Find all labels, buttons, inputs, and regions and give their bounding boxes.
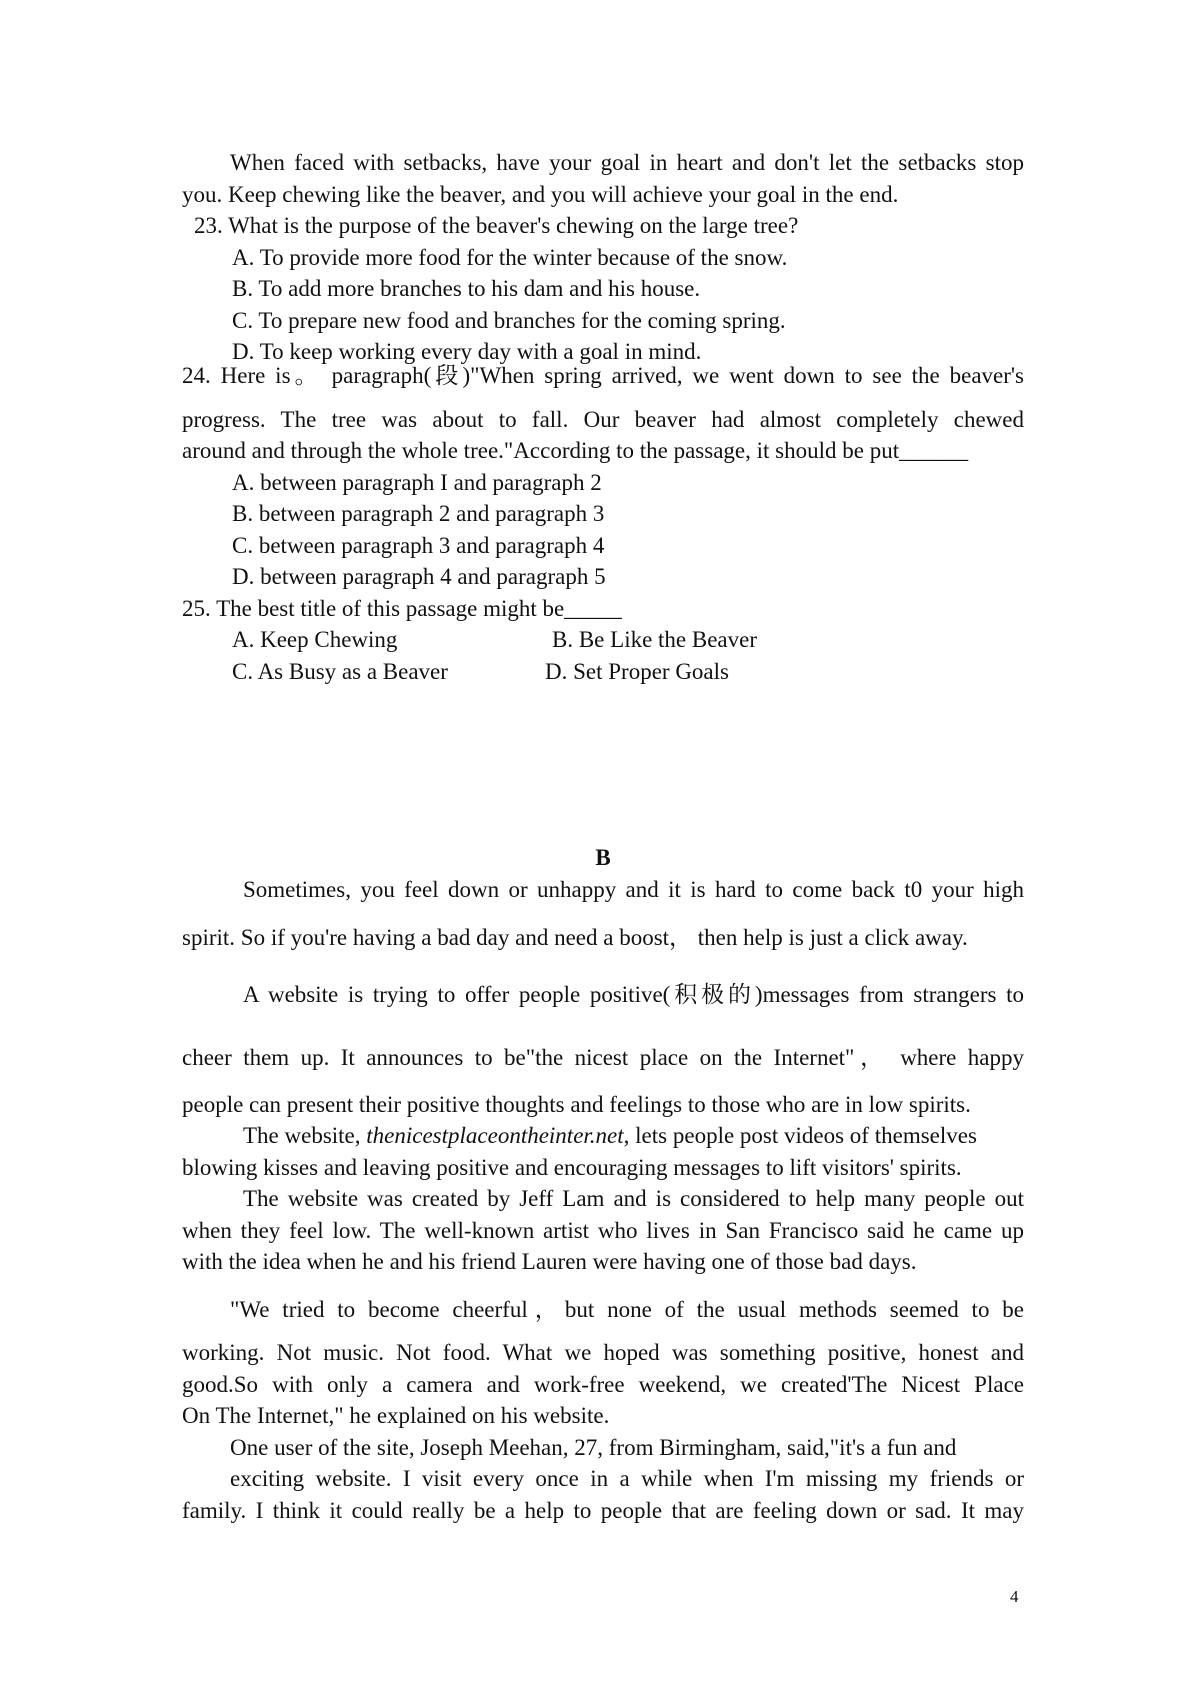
paragraph-line: people can present their positive thoughts and feelings to those who are in low spirits. xyxy=(182,1091,971,1117)
question-23-option-c: C. To prepare new food and branches for the coming spring. xyxy=(232,307,786,333)
question-24-line: around and through the whole tree."According to the passage, it should be put______ xyxy=(182,438,969,463)
paragraph-text: , lets people post videos of themselves xyxy=(623,1123,977,1148)
paragraph-line: working. Not music. Not food. What we hoped was something positive, honest and xyxy=(182,1340,1024,1365)
part-a-section xyxy=(182,147,1024,368)
question-25-option-d: D. Set Proper Goals xyxy=(545,658,729,684)
paragraph-line: Sometimes, you feel down or unhappy and it is hard to come back t0 your high xyxy=(243,876,1024,902)
paragraph-line: "We tried to become cheerful，but none of the usual methods seemed to be xyxy=(230,1296,1024,1322)
paragraph-line: with the idea when he and his friend Lauren were having one of those bad days. xyxy=(182,1249,917,1274)
paragraph-line: A website is trying to offer people positive(积极的)messages from strangers to xyxy=(243,981,1024,1007)
question-24-line: 24. Here is。 paragraph(段)"When spring arrived, we went down to see the beaver's xyxy=(182,363,1024,388)
question-23-option-a: A. To provide more food for the winter because of the snow. xyxy=(232,244,788,270)
paragraph-line xyxy=(182,1120,1024,1152)
question-24 xyxy=(182,360,1024,687)
question-24-option-b: B. between paragraph 2 and paragraph 3 xyxy=(232,501,605,526)
question-25-option-c: C. As Busy as a Beaver xyxy=(232,658,448,684)
question-24-line: progress. The tree was about to fall. Our beaver had almost completely chewed xyxy=(182,406,1024,432)
part-b-section xyxy=(182,842,1024,1526)
question-25-options-row xyxy=(182,624,1024,656)
question-24-option-c: C. between paragraph 3 and paragraph 4 xyxy=(232,532,605,558)
question-24-option-d: D. between paragraph 4 and paragraph 5 xyxy=(232,564,606,589)
page-number: 4 xyxy=(1010,1587,1019,1606)
paragraph-line: blowing kisses and leaving positive and encouraging messages to lift visitors' spirits. xyxy=(182,1154,962,1180)
question-23-stem: 23. What is the purpose of the beaver's chewing on the large tree? xyxy=(194,213,799,238)
question-23-option-d: D. To keep working every day with a goal in mind. xyxy=(232,339,702,364)
paragraph-line: cheer them up. It announces to be"the nicest place on the Internet"， where happy xyxy=(182,1045,1024,1070)
paragraph-line: exciting website. I visit every once in a while when I'm missing my friends or xyxy=(230,1466,1024,1491)
question-25-options-row xyxy=(182,656,1024,688)
paragraph-line: good.So with only a camera and work-free weekend, we created'The Nicest Place xyxy=(182,1371,1024,1397)
paragraph-line: On The Internet," he explained on his website. xyxy=(182,1403,610,1428)
closing-paragraph-line: When faced with setbacks, have your goal in heart and don't let the setbacks stop xyxy=(230,150,1024,175)
question-25-stem: 25. The best title of this passage might be_____ xyxy=(182,595,622,621)
website-url: thenicestplaceontheinter.net xyxy=(366,1123,624,1148)
section-heading: B xyxy=(595,845,611,870)
paragraph-line: The website was created by Jeff Lam and is considered to help many people out xyxy=(243,1186,1024,1211)
paragraph-text: The website, xyxy=(243,1123,367,1148)
question-25-option-b: B. Be Like the Beaver xyxy=(552,627,758,652)
question-24-option-a: A. between paragraph I and paragraph 2 xyxy=(232,469,602,495)
paragraph-line: family. I think it could really be a help to people that are feeling down or sad. It may xyxy=(182,1497,1024,1523)
paragraph-line: spirit. So if you're having a bad day and need a boost， then help is just a click away. xyxy=(182,925,968,950)
closing-paragraph-line: you. Keep chewing like the beaver, and you will achieve your goal in the end. xyxy=(182,181,899,207)
paragraph-line: when they feel low. The well-known artist who lives in San Francisco said he came up xyxy=(182,1217,1024,1243)
paragraph-line: One user of the site, Joseph Meehan, 27, from Birmingham, said,"it's a fun and xyxy=(230,1434,957,1460)
question-23-option-b: B. To add more branches to his dam and his house. xyxy=(232,276,701,301)
question-25-option-a: A. Keep Chewing xyxy=(232,627,398,652)
